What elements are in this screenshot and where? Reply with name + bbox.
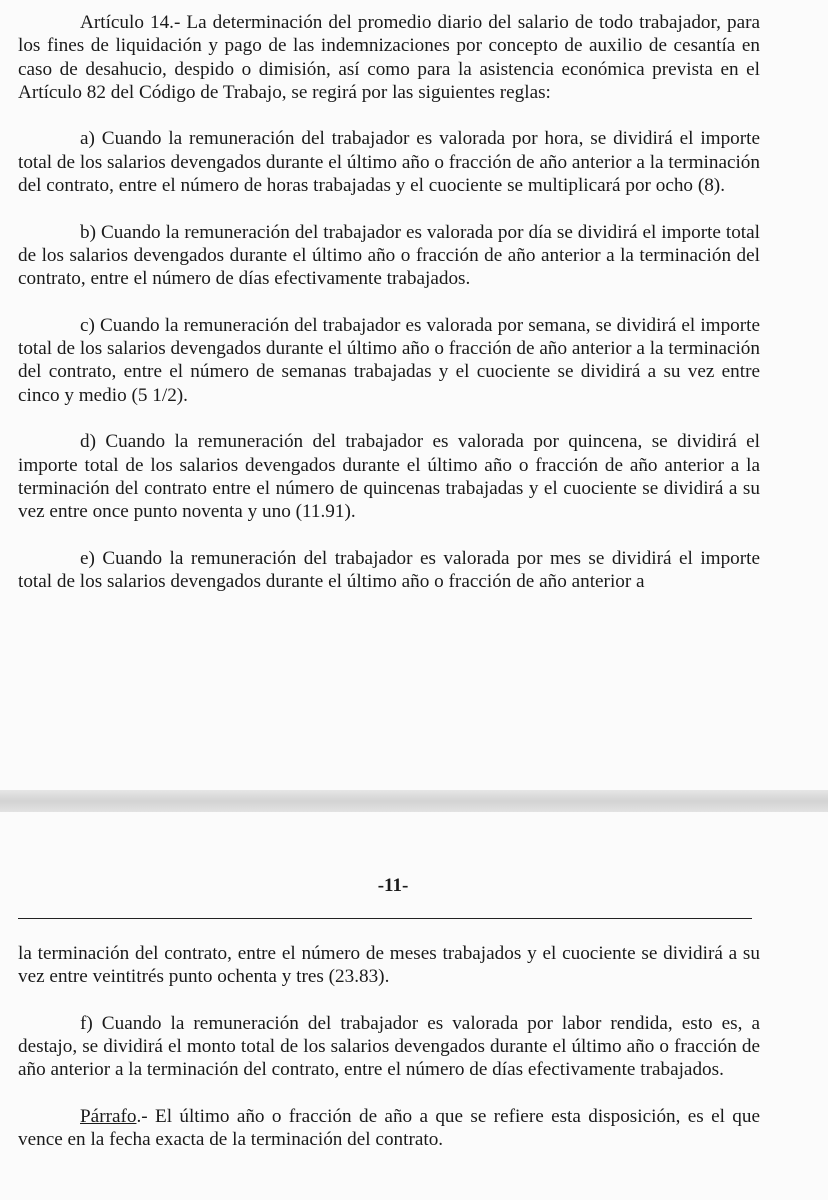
rule-d-paragraph: d) Cuando la remuneración del trabajador es valorada por quincena, se dividirá el importe total de los salarios devengados durante el último año o fracción de año anterior a la terminación del contrato entre el número de quincenas trabajadas y el cuociente se dividirá a su vez entre once punto noventa y uno (11.91). xyxy=(18,431,760,523)
rule-b-paragraph: b) Cuando la remuneración del trabajador es valorada por día se dividirá el importe total de los salarios devengados durante el último año o fracción de año anterior a la terminación del contrato, entre el número de días efectivamente trabajados. xyxy=(18,221,760,290)
header-rule xyxy=(18,918,752,919)
article-14-intro: Artículo 14.- La determinación del promedio diario del salario de todo trabajador, para los fines de liquidación y pago de las indemnizaciones por concepto de auxilio de cesantía en caso de desahucio, despido o dimisión, así como para la asistencia económica prevista en el Artículo 82 del Código de Trabajo, se regirá por las siguientes reglas: xyxy=(18,12,760,103)
document-page-bottom xyxy=(0,812,828,1200)
rule-e-paragraph-end: la terminación del contrato, entre el número de meses trabajados y el cuociente se dividirá a su vez entre veintitrés punto ochenta y tres (23.83). xyxy=(18,943,760,988)
parrafo-paragraph xyxy=(18,1105,760,1152)
page-number: -11- xyxy=(377,875,409,896)
rule-a-paragraph: a) Cuando la remuneración del trabajador es valorada por hora, se dividirá el importe total de los salarios devengados durante el último año o fracción de año anterior a la terminación del contrato, entre el número de horas trabajadas y el cuociente se multiplicará por ocho (8). xyxy=(18,128,760,197)
parrafo-label: Párrafo xyxy=(80,1106,137,1128)
parrafo-text: .- El último año o fracción de año a que se refiere esta disposición, es el que vence en la fecha exacta de la terminación del contrato. xyxy=(18,1106,760,1151)
rule-c-paragraph: c) Cuando la remuneración del trabajador es valorada por semana, se dividirá el importe total de los salarios devengados durante el último año o fracción de año anterior a la terminación del contrato, entre el número de semanas trabajadas y el cuociente se dividirá a su vez entre cinco y medio (5 1/2). xyxy=(18,314,760,406)
page-separator xyxy=(0,790,828,812)
page-body xyxy=(18,942,760,1152)
rule-e-paragraph-start: e) Cuando la remuneración del trabajador es valorada por mes se dividirá el importe total de los salarios devengados durante el último año o fracción de año anterior a xyxy=(18,547,760,593)
rule-f-paragraph: f) Cuando la remuneración del trabajador es valorada por labor rendida, esto es, a destajo, se dividirá el monto total de los salarios devengados durante el último año o fracción de año anterior a la terminación del contrato, entre el número de días efectivamente trabajados. xyxy=(18,1012,760,1081)
